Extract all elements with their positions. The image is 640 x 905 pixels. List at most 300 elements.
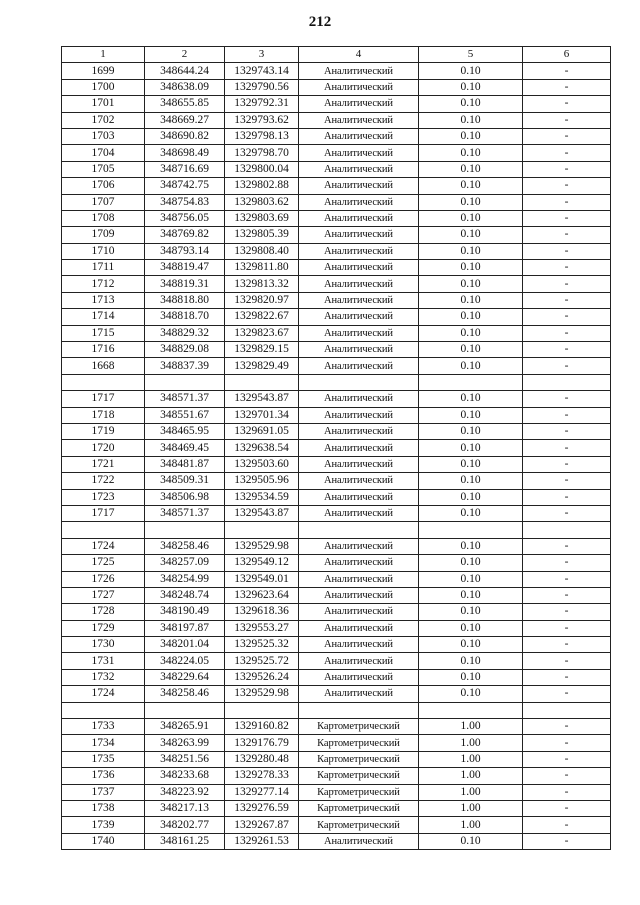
- x-coordinate-cell: 348506.98: [145, 489, 225, 505]
- x-coordinate-cell: 348251.56: [145, 751, 225, 767]
- point-number-cell: 1719: [62, 423, 145, 439]
- x-coordinate-cell: 348756.05: [145, 210, 225, 226]
- accuracy-cell: 0.10: [419, 407, 523, 423]
- y-coordinate-cell: 1329638.54: [225, 440, 299, 456]
- accuracy-cell: 0.10: [419, 260, 523, 276]
- point-number-cell: 1708: [62, 210, 145, 226]
- note-cell: -: [523, 735, 611, 751]
- method-cell: Картометрический: [299, 751, 419, 767]
- method-cell: Аналитический: [299, 161, 419, 177]
- column-header: 5: [419, 47, 523, 63]
- y-coordinate-cell: 1329553.27: [225, 620, 299, 636]
- point-number-cell: 1724: [62, 538, 145, 554]
- note-cell: -: [523, 669, 611, 685]
- y-coordinate-cell: 1329267.87: [225, 817, 299, 833]
- y-coordinate-cell: 1329822.67: [225, 309, 299, 325]
- method-cell: Аналитический: [299, 145, 419, 161]
- accuracy-cell: 0.10: [419, 178, 523, 194]
- y-coordinate-cell: 1329813.32: [225, 276, 299, 292]
- accuracy-cell: 0.10: [419, 358, 523, 374]
- point-number-cell: [62, 522, 145, 538]
- point-number-cell: 1709: [62, 227, 145, 243]
- point-number-cell: 1722: [62, 473, 145, 489]
- method-cell: Аналитический: [299, 686, 419, 702]
- method-cell: Аналитический: [299, 194, 419, 210]
- method-cell: Аналитический: [299, 243, 419, 259]
- accuracy-cell: 1.00: [419, 817, 523, 833]
- note-cell: -: [523, 161, 611, 177]
- y-coordinate-cell: [225, 374, 299, 390]
- y-coordinate-cell: 1329176.79: [225, 735, 299, 751]
- method-cell: Аналитический: [299, 210, 419, 226]
- column-header: 4: [299, 47, 419, 63]
- note-cell: -: [523, 833, 611, 849]
- y-coordinate-cell: 1329691.05: [225, 423, 299, 439]
- note-cell: -: [523, 817, 611, 833]
- accuracy-cell: 1.00: [419, 735, 523, 751]
- x-coordinate-cell: 348818.80: [145, 292, 225, 308]
- x-coordinate-cell: 348793.14: [145, 243, 225, 259]
- y-coordinate-cell: 1329543.87: [225, 505, 299, 521]
- accuracy-cell: 0.10: [419, 686, 523, 702]
- accuracy-cell: 0.10: [419, 620, 523, 636]
- table-row: [62, 325, 611, 341]
- table-row: [62, 637, 611, 653]
- method-cell: Аналитический: [299, 260, 419, 276]
- note-cell: [523, 522, 611, 538]
- y-coordinate-cell: 1329808.40: [225, 243, 299, 259]
- accuracy-cell: 0.10: [419, 227, 523, 243]
- point-number-cell: 1716: [62, 342, 145, 358]
- x-coordinate-cell: 348254.99: [145, 571, 225, 587]
- y-coordinate-cell: 1329800.04: [225, 161, 299, 177]
- point-number-cell: 1702: [62, 112, 145, 128]
- point-number-cell: [62, 702, 145, 718]
- method-cell: Аналитический: [299, 407, 419, 423]
- point-number-cell: 1740: [62, 833, 145, 849]
- accuracy-cell: 0.10: [419, 96, 523, 112]
- y-coordinate-cell: 1329805.39: [225, 227, 299, 243]
- accuracy-cell: 0.10: [419, 669, 523, 685]
- x-coordinate-cell: 348202.77: [145, 817, 225, 833]
- note-cell: -: [523, 178, 611, 194]
- x-coordinate-cell: [145, 374, 225, 390]
- note-cell: -: [523, 243, 611, 259]
- y-coordinate-cell: [225, 702, 299, 718]
- x-coordinate-cell: 348818.70: [145, 309, 225, 325]
- y-coordinate-cell: 1329823.67: [225, 325, 299, 341]
- y-coordinate-cell: [225, 522, 299, 538]
- table-row: [62, 292, 611, 308]
- accuracy-cell: 0.10: [419, 292, 523, 308]
- note-cell: -: [523, 604, 611, 620]
- x-coordinate-cell: 348197.87: [145, 620, 225, 636]
- x-coordinate-cell: 348223.92: [145, 784, 225, 800]
- method-cell: [299, 374, 419, 390]
- y-coordinate-cell: 1329261.53: [225, 833, 299, 849]
- point-number-cell: 1734: [62, 735, 145, 751]
- accuracy-cell: 0.10: [419, 210, 523, 226]
- column-header: 2: [145, 47, 225, 63]
- table-row: [62, 276, 611, 292]
- table-row: [62, 669, 611, 685]
- x-coordinate-cell: 348161.25: [145, 833, 225, 849]
- accuracy-cell: 1.00: [419, 800, 523, 816]
- point-number-cell: 1718: [62, 407, 145, 423]
- table-row: [62, 735, 611, 751]
- y-coordinate-cell: 1329793.62: [225, 112, 299, 128]
- note-cell: -: [523, 194, 611, 210]
- table-row: [62, 374, 611, 390]
- table-row: [62, 653, 611, 669]
- point-number-cell: 1712: [62, 276, 145, 292]
- point-number-cell: 1739: [62, 817, 145, 833]
- column-header: 3: [225, 47, 299, 63]
- point-number-cell: 1731: [62, 653, 145, 669]
- table-row: [62, 161, 611, 177]
- x-coordinate-cell: 348690.82: [145, 128, 225, 144]
- x-coordinate-cell: 348224.05: [145, 653, 225, 669]
- point-number-cell: 1723: [62, 489, 145, 505]
- y-coordinate-cell: 1329277.14: [225, 784, 299, 800]
- note-cell: -: [523, 784, 611, 800]
- x-coordinate-cell: 348819.47: [145, 260, 225, 276]
- note-cell: -: [523, 505, 611, 521]
- x-coordinate-cell: [145, 702, 225, 718]
- table-row: [62, 489, 611, 505]
- x-coordinate-cell: 348769.82: [145, 227, 225, 243]
- table-row: [62, 522, 611, 538]
- table-row: [62, 128, 611, 144]
- method-cell: Аналитический: [299, 325, 419, 341]
- y-coordinate-cell: 1329820.97: [225, 292, 299, 308]
- note-cell: -: [523, 456, 611, 472]
- method-cell: Аналитический: [299, 63, 419, 79]
- accuracy-cell: 0.10: [419, 112, 523, 128]
- note-cell: -: [523, 358, 611, 374]
- x-coordinate-cell: 348742.75: [145, 178, 225, 194]
- point-number-cell: 1699: [62, 63, 145, 79]
- method-cell: Аналитический: [299, 128, 419, 144]
- y-coordinate-cell: 1329278.33: [225, 768, 299, 784]
- method-cell: Аналитический: [299, 96, 419, 112]
- y-coordinate-cell: 1329525.32: [225, 637, 299, 653]
- x-coordinate-cell: 348829.32: [145, 325, 225, 341]
- x-coordinate-cell: 348551.67: [145, 407, 225, 423]
- table-row: [62, 391, 611, 407]
- y-coordinate-cell: 1329798.13: [225, 128, 299, 144]
- note-cell: -: [523, 407, 611, 423]
- point-number-cell: 1704: [62, 145, 145, 161]
- x-coordinate-cell: 348571.37: [145, 391, 225, 407]
- accuracy-cell: 0.10: [419, 79, 523, 95]
- note-cell: -: [523, 686, 611, 702]
- point-number-cell: 1717: [62, 505, 145, 521]
- note-cell: -: [523, 112, 611, 128]
- note-cell: -: [523, 342, 611, 358]
- accuracy-cell: 0.10: [419, 653, 523, 669]
- method-cell: Аналитический: [299, 227, 419, 243]
- method-cell: Аналитический: [299, 555, 419, 571]
- x-coordinate-cell: 348248.74: [145, 587, 225, 603]
- coordinates-table: [61, 46, 611, 850]
- point-number-cell: 1730: [62, 637, 145, 653]
- column-header: 1: [62, 47, 145, 63]
- method-cell: Картометрический: [299, 784, 419, 800]
- note-cell: -: [523, 637, 611, 653]
- table-row: [62, 719, 611, 735]
- accuracy-cell: 0.10: [419, 473, 523, 489]
- note-cell: -: [523, 440, 611, 456]
- x-coordinate-cell: 348258.46: [145, 538, 225, 554]
- accuracy-cell: 0.10: [419, 309, 523, 325]
- table-row: [62, 473, 611, 489]
- accuracy-cell: 0.10: [419, 63, 523, 79]
- method-cell: Аналитический: [299, 276, 419, 292]
- y-coordinate-cell: 1329160.82: [225, 719, 299, 735]
- note-cell: -: [523, 800, 611, 816]
- accuracy-cell: 0.10: [419, 194, 523, 210]
- point-number-cell: 1706: [62, 178, 145, 194]
- table-row: [62, 178, 611, 194]
- point-number-cell: 1701: [62, 96, 145, 112]
- y-coordinate-cell: 1329276.59: [225, 800, 299, 816]
- method-cell: Картометрический: [299, 719, 419, 735]
- method-cell: Аналитический: [299, 571, 419, 587]
- point-number-cell: 1724: [62, 686, 145, 702]
- table-row: [62, 817, 611, 833]
- accuracy-cell: 0.10: [419, 604, 523, 620]
- table-row: [62, 407, 611, 423]
- point-number-cell: 1726: [62, 571, 145, 587]
- x-coordinate-cell: 348257.09: [145, 555, 225, 571]
- method-cell: Аналитический: [299, 637, 419, 653]
- table-row: [62, 571, 611, 587]
- accuracy-cell: 0.10: [419, 128, 523, 144]
- accuracy-cell: 1.00: [419, 719, 523, 735]
- method-cell: Аналитический: [299, 669, 419, 685]
- y-coordinate-cell: 1329829.15: [225, 342, 299, 358]
- accuracy-cell: 0.10: [419, 538, 523, 554]
- method-cell: Аналитический: [299, 833, 419, 849]
- point-number-cell: 1713: [62, 292, 145, 308]
- note-cell: -: [523, 96, 611, 112]
- y-coordinate-cell: 1329526.24: [225, 669, 299, 685]
- y-coordinate-cell: 1329529.98: [225, 538, 299, 554]
- x-coordinate-cell: 348509.31: [145, 473, 225, 489]
- x-coordinate-cell: 348698.49: [145, 145, 225, 161]
- y-coordinate-cell: 1329549.01: [225, 571, 299, 587]
- table-row: [62, 63, 611, 79]
- x-coordinate-cell: 348638.09: [145, 79, 225, 95]
- method-cell: [299, 702, 419, 718]
- method-cell: [299, 522, 419, 538]
- y-coordinate-cell: 1329811.80: [225, 260, 299, 276]
- method-cell: Аналитический: [299, 538, 419, 554]
- method-cell: Аналитический: [299, 358, 419, 374]
- note-cell: -: [523, 489, 611, 505]
- table-row: [62, 768, 611, 784]
- y-coordinate-cell: 1329792.31: [225, 96, 299, 112]
- table-row: [62, 260, 611, 276]
- point-number-cell: 1727: [62, 587, 145, 603]
- accuracy-cell: [419, 374, 523, 390]
- table-row: [62, 784, 611, 800]
- note-cell: [523, 702, 611, 718]
- page-number: 212: [308, 14, 332, 30]
- note-cell: [523, 374, 611, 390]
- point-number-cell: 1705: [62, 161, 145, 177]
- method-cell: Картометрический: [299, 768, 419, 784]
- table-row: [62, 227, 611, 243]
- accuracy-cell: 0.10: [419, 571, 523, 587]
- x-coordinate-cell: 348655.85: [145, 96, 225, 112]
- y-coordinate-cell: 1329803.62: [225, 194, 299, 210]
- method-cell: Аналитический: [299, 620, 419, 636]
- note-cell: -: [523, 571, 611, 587]
- y-coordinate-cell: 1329802.88: [225, 178, 299, 194]
- note-cell: -: [523, 391, 611, 407]
- table-row: [62, 309, 611, 325]
- point-number-cell: 1668: [62, 358, 145, 374]
- table-row: [62, 358, 611, 374]
- note-cell: -: [523, 587, 611, 603]
- point-number-cell: 1736: [62, 768, 145, 784]
- x-coordinate-cell: 348190.49: [145, 604, 225, 620]
- method-cell: Аналитический: [299, 79, 419, 95]
- method-cell: Картометрический: [299, 817, 419, 833]
- y-coordinate-cell: 1329525.72: [225, 653, 299, 669]
- y-coordinate-cell: 1329505.96: [225, 473, 299, 489]
- accuracy-cell: [419, 522, 523, 538]
- accuracy-cell: [419, 702, 523, 718]
- note-cell: -: [523, 276, 611, 292]
- point-number-cell: 1725: [62, 555, 145, 571]
- x-coordinate-cell: 348669.27: [145, 112, 225, 128]
- point-number-cell: 1721: [62, 456, 145, 472]
- accuracy-cell: 0.10: [419, 391, 523, 407]
- point-number-cell: 1714: [62, 309, 145, 325]
- point-number-cell: 1738: [62, 800, 145, 816]
- point-number-cell: 1720: [62, 440, 145, 456]
- accuracy-cell: 0.10: [419, 456, 523, 472]
- note-cell: -: [523, 128, 611, 144]
- point-number-cell: [62, 374, 145, 390]
- method-cell: Аналитический: [299, 292, 419, 308]
- point-number-cell: 1735: [62, 751, 145, 767]
- note-cell: -: [523, 63, 611, 79]
- table-row: [62, 423, 611, 439]
- method-cell: Аналитический: [299, 342, 419, 358]
- accuracy-cell: 0.10: [419, 276, 523, 292]
- point-number-cell: 1728: [62, 604, 145, 620]
- y-coordinate-cell: 1329280.48: [225, 751, 299, 767]
- table-row: [62, 800, 611, 816]
- accuracy-cell: 0.10: [419, 243, 523, 259]
- method-cell: Аналитический: [299, 604, 419, 620]
- point-number-cell: 1717: [62, 391, 145, 407]
- x-coordinate-cell: 348571.37: [145, 505, 225, 521]
- method-cell: Аналитический: [299, 505, 419, 521]
- point-number-cell: 1733: [62, 719, 145, 735]
- note-cell: -: [523, 309, 611, 325]
- point-number-cell: 1703: [62, 128, 145, 144]
- method-cell: Аналитический: [299, 473, 419, 489]
- y-coordinate-cell: 1329798.70: [225, 145, 299, 161]
- table-row: [62, 194, 611, 210]
- x-coordinate-cell: 348481.87: [145, 456, 225, 472]
- y-coordinate-cell: 1329618.36: [225, 604, 299, 620]
- x-coordinate-cell: 348465.95: [145, 423, 225, 439]
- method-cell: Картометрический: [299, 735, 419, 751]
- point-number-cell: 1711: [62, 260, 145, 276]
- note-cell: -: [523, 768, 611, 784]
- method-cell: Аналитический: [299, 440, 419, 456]
- method-cell: Аналитический: [299, 489, 419, 505]
- method-cell: Аналитический: [299, 653, 419, 669]
- y-coordinate-cell: 1329534.59: [225, 489, 299, 505]
- accuracy-cell: 0.10: [419, 833, 523, 849]
- note-cell: -: [523, 751, 611, 767]
- note-cell: -: [523, 260, 611, 276]
- table-row: [62, 686, 611, 702]
- y-coordinate-cell: 1329701.34: [225, 407, 299, 423]
- note-cell: -: [523, 227, 611, 243]
- note-cell: -: [523, 325, 611, 341]
- note-cell: -: [523, 719, 611, 735]
- table-row: [62, 210, 611, 226]
- table-row: [62, 440, 611, 456]
- accuracy-cell: 0.10: [419, 505, 523, 521]
- x-coordinate-cell: 348716.69: [145, 161, 225, 177]
- accuracy-cell: 0.10: [419, 587, 523, 603]
- table-row: [62, 702, 611, 718]
- table-row: [62, 505, 611, 521]
- point-number-cell: 1737: [62, 784, 145, 800]
- x-coordinate-cell: 348233.68: [145, 768, 225, 784]
- table-row: [62, 112, 611, 128]
- method-cell: Аналитический: [299, 178, 419, 194]
- table-row: [62, 342, 611, 358]
- x-coordinate-cell: 348754.83: [145, 194, 225, 210]
- accuracy-cell: 0.10: [419, 555, 523, 571]
- accuracy-cell: 0.10: [419, 637, 523, 653]
- x-coordinate-cell: 348258.46: [145, 686, 225, 702]
- x-coordinate-cell: 348263.99: [145, 735, 225, 751]
- table-header-row: [62, 47, 611, 63]
- point-number-cell: 1710: [62, 243, 145, 259]
- point-number-cell: 1700: [62, 79, 145, 95]
- method-cell: Аналитический: [299, 423, 419, 439]
- accuracy-cell: 1.00: [419, 784, 523, 800]
- method-cell: Аналитический: [299, 587, 419, 603]
- y-coordinate-cell: 1329803.69: [225, 210, 299, 226]
- x-coordinate-cell: 348201.04: [145, 637, 225, 653]
- x-coordinate-cell: 348217.13: [145, 800, 225, 816]
- table-row: [62, 456, 611, 472]
- point-number-cell: 1729: [62, 620, 145, 636]
- table-row: [62, 620, 611, 636]
- method-cell: Аналитический: [299, 456, 419, 472]
- accuracy-cell: 1.00: [419, 768, 523, 784]
- x-coordinate-cell: 348265.91: [145, 719, 225, 735]
- table-row: [62, 79, 611, 95]
- y-coordinate-cell: 1329503.60: [225, 456, 299, 472]
- note-cell: -: [523, 620, 611, 636]
- y-coordinate-cell: 1329549.12: [225, 555, 299, 571]
- note-cell: -: [523, 145, 611, 161]
- note-cell: -: [523, 555, 611, 571]
